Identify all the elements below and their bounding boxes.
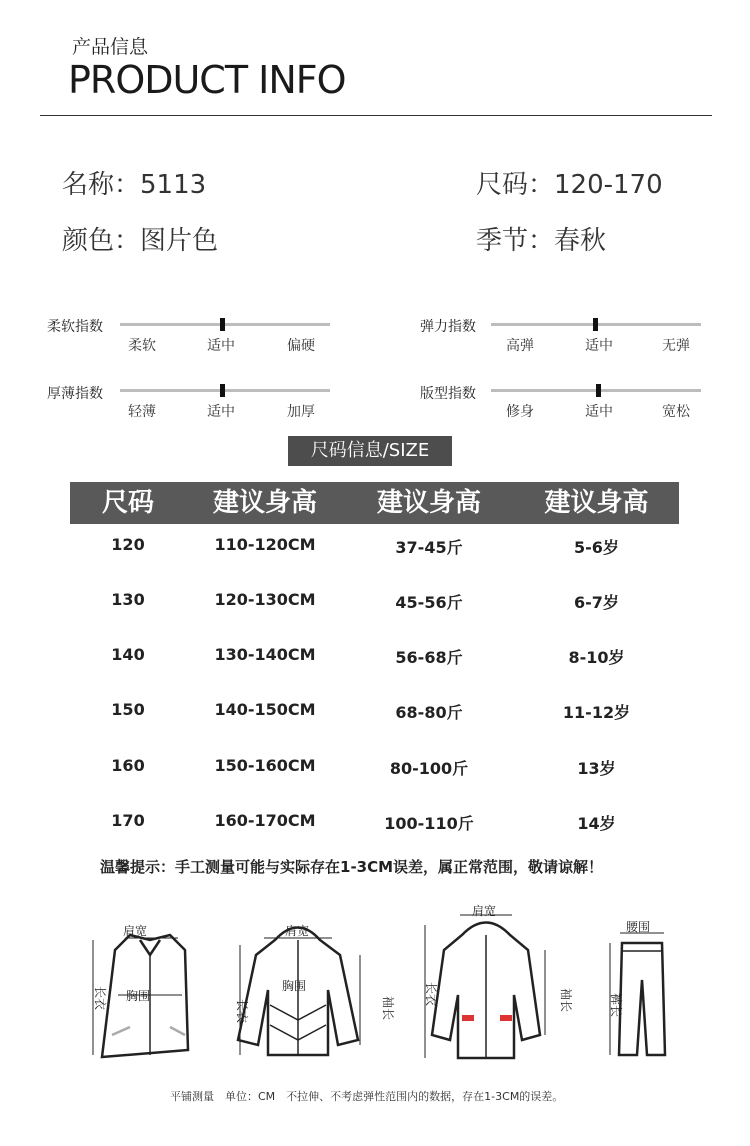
- jacket-shoulder-label: 肩宽: [285, 924, 310, 938]
- pants-outline: [619, 943, 665, 1055]
- table-cell: 100-110斤: [384, 814, 474, 833]
- scale-tick: 无弹: [662, 338, 690, 354]
- measurement-note: 温馨提示：手工测量可能与实际存在1-3CM误差，属正常范围，敬请谅解！: [100, 858, 604, 876]
- scale-label: 版型指数: [420, 386, 476, 402]
- table-cell: 37-45斤: [395, 538, 463, 557]
- scale-label: 厚薄指数: [47, 386, 103, 402]
- jacket-chest-label: 胸围: [282, 979, 307, 993]
- scale-tick: 柔软: [128, 338, 156, 354]
- size-section-banner: 尺码信息/SIZE: [288, 436, 452, 466]
- table-cell: 160-170CM: [214, 811, 316, 830]
- table-cell: 56-68斤: [395, 648, 463, 667]
- product-size-range: 尺码：120-170: [476, 170, 663, 200]
- table-header-cell: 尺码: [101, 488, 154, 518]
- product-color: 颜色：图片色: [62, 226, 219, 256]
- scale-tick: 轻薄: [128, 404, 156, 420]
- table-cell: 11-12岁: [562, 703, 631, 722]
- coat-pocket-accent: [500, 1015, 512, 1021]
- scale-marker: [593, 318, 598, 331]
- size-table-header: [70, 482, 679, 524]
- scale-tick: 高弹: [506, 338, 534, 354]
- table-cell: 120-130CM: [214, 590, 316, 609]
- jacket-length-label: 长衣: [235, 999, 249, 1024]
- product-season: 季节：春秋: [476, 226, 607, 256]
- scale-tick: 适中: [207, 338, 235, 354]
- header-divider: [40, 115, 712, 116]
- scale-tick: 修身: [506, 404, 534, 420]
- table-cell: 5-6岁: [574, 538, 619, 557]
- coat-sleeve-label: 袖长: [559, 988, 573, 1013]
- pants-length-label: 裤长: [609, 993, 623, 1018]
- scale-tick: 适中: [585, 404, 613, 420]
- table-header-cell: 建议身高: [212, 488, 317, 518]
- table-cell: 150-160CM: [214, 756, 316, 775]
- table-cell: 80-100斤: [389, 759, 469, 778]
- table-cell: 8-10岁: [568, 648, 625, 667]
- table-cell: 68-80斤: [395, 703, 463, 722]
- jacket-sleeve-label: 袖长: [381, 996, 395, 1021]
- table-cell: 170: [111, 811, 145, 830]
- scale-tick: 偏硬: [287, 338, 315, 354]
- table-cell: 160: [111, 756, 145, 775]
- table-header-cell: 建议身高: [376, 488, 481, 518]
- scale-marker: [596, 384, 601, 397]
- vest-chest-label: 胸围: [126, 989, 151, 1003]
- scale-marker: [220, 384, 225, 397]
- vest-length-label: 长衣: [93, 986, 107, 1011]
- coat-pocket-accent: [462, 1015, 474, 1021]
- scale-track: [120, 389, 330, 392]
- coat-length-label: 长衣: [424, 982, 438, 1007]
- section-title-cn: 产品信息: [72, 36, 149, 58]
- table-cell: 110-120CM: [214, 535, 316, 554]
- coat-shoulder-label: 肩宽: [472, 904, 497, 918]
- vest-shoulder-label: 肩宽: [123, 924, 148, 938]
- scale-tick: 加厚: [287, 404, 315, 420]
- scale-label: 柔软指数: [47, 319, 103, 335]
- table-cell: 130: [111, 590, 145, 609]
- table-cell: 130-140CM: [214, 645, 316, 664]
- table-cell: 6-7岁: [574, 593, 619, 612]
- scale-marker: [220, 318, 225, 331]
- scale-tick: 宽松: [662, 404, 690, 420]
- coat-diagram: [425, 915, 545, 1058]
- table-cell: 150: [111, 700, 145, 719]
- vest-collar: [140, 940, 160, 955]
- table-cell: 45-56斤: [395, 593, 463, 612]
- scale-label: 弹力指数: [420, 319, 476, 335]
- scale-tick: 适中: [207, 404, 235, 420]
- table-cell: 120: [111, 535, 145, 554]
- garment-diagrams: [0, 895, 750, 1075]
- table-header-cell: 建议身高: [544, 488, 649, 518]
- table-cell: 140: [111, 645, 145, 664]
- section-title-en: PRODUCT INFO: [68, 58, 346, 102]
- table-cell: 140-150CM: [214, 700, 316, 719]
- scale-track: [120, 323, 330, 326]
- measurement-footnote: 平铺测量 单位：CM 不拉伸、不考虑弹性范围内的数据，存在1-3CM的误差。: [170, 1090, 564, 1103]
- pants-waist-label: 腰围: [626, 920, 651, 934]
- table-cell: 13岁: [577, 759, 616, 778]
- scale-tick: 适中: [585, 338, 613, 354]
- product-name: 名称：5113: [62, 170, 207, 200]
- table-cell: 14岁: [577, 814, 616, 833]
